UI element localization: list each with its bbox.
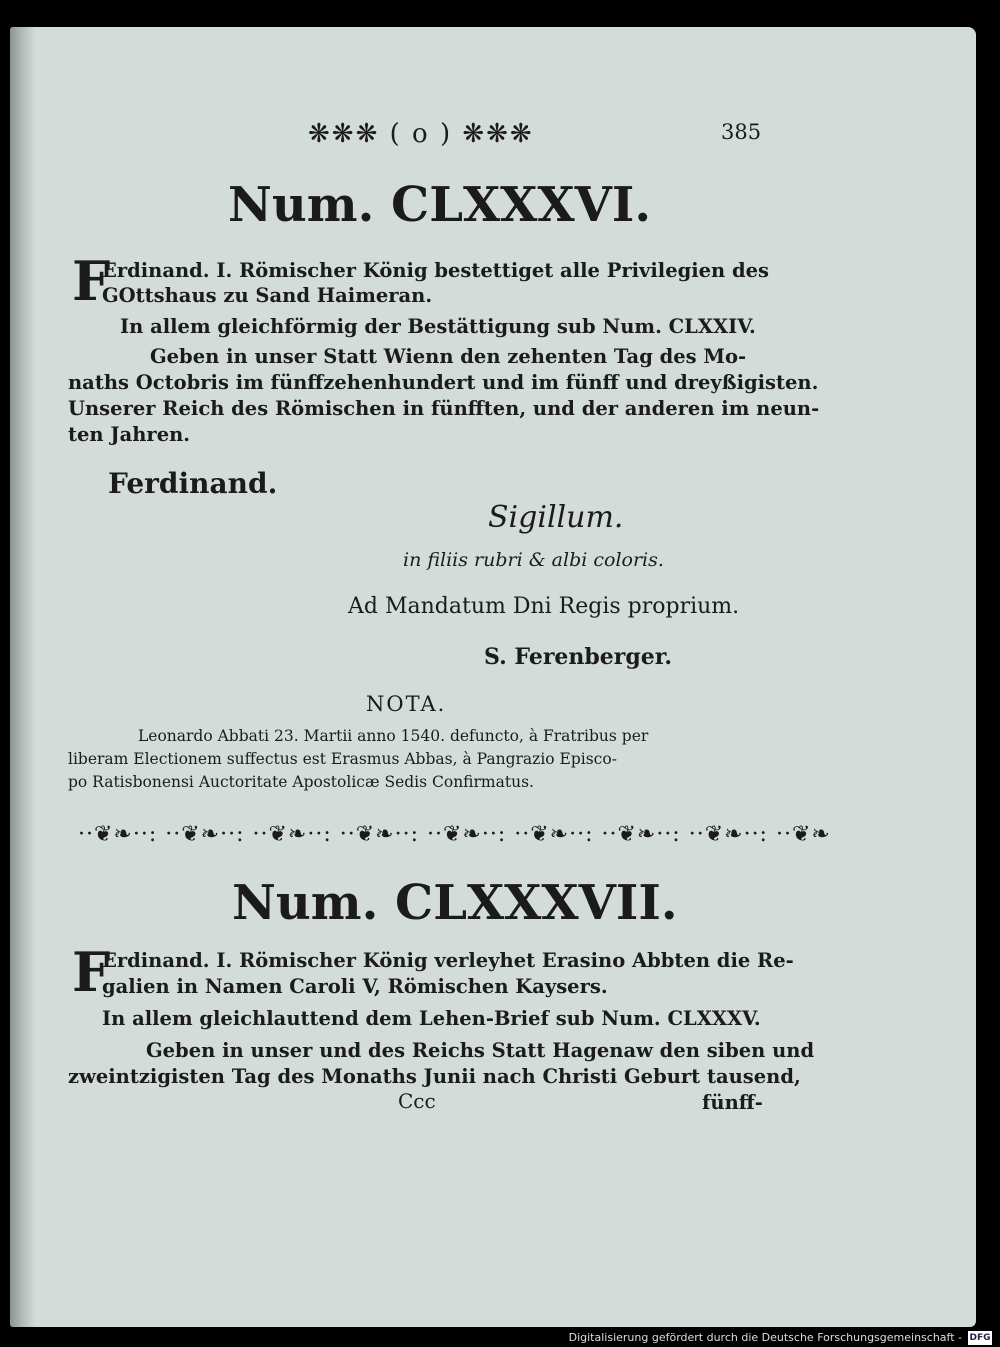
nota-line: liberam Electionem suffectus est Erasmus Abbas, à Pangrazio Episco- — [68, 750, 617, 768]
text-line: zweintzigisten Tag des Monaths Junii nach Christi Geburt tausend, — [68, 1065, 801, 1088]
drop-cap: F — [72, 940, 111, 1004]
text-line: Geben in unser Statt Wienn den zehenten Tag des Mo- — [150, 345, 747, 368]
mandate-line: Ad Mandatum Dni Regis proprium. — [348, 594, 740, 619]
footer-bar — [0, 1327, 1000, 1347]
section-title: Num. CLXXXVII. — [232, 875, 678, 931]
text-line: ten Jahren. — [68, 423, 191, 446]
ornamental-divider: ··❦❧··: ··❦❧··: ··❦❧··: ··❦❧··: ··❦❧··: ··❦❧··: ··❦❧··: ··❦❧··: ··❦❧ — [78, 822, 831, 847]
nota-line: po Ratisbonensi Auctoritate Apostolicæ Sedis Confirmatus. — [68, 773, 534, 791]
signature-ferdinand: Ferdinand. — [108, 467, 278, 500]
text-line: Erdinand. I. Römischer König verleyhet Erasino Abbten die Re- — [102, 949, 794, 972]
book-spine-shadow — [10, 27, 36, 1327]
nota-line: Leonardo Abbati 23. Martii anno 1540. defuncto, à Fratribus per — [138, 727, 649, 745]
text-line: In allem gleichförmig der Bestättigung sub Num. CLXXIV. — [120, 315, 756, 338]
scanned-page — [10, 27, 976, 1327]
section-title: Num. CLXXXVI. — [228, 177, 652, 233]
catchword: fünff- — [702, 1091, 763, 1114]
signer-name: S. Ferenberger. — [484, 644, 672, 670]
text-line: naths Octobris im fünffzehenhundert und im fünff und dreyßigisten. — [68, 371, 819, 394]
text-line: galien in Namen Caroli V, Römischen Kaysers. — [102, 975, 608, 998]
text-line: Geben in unser und des Reichs Statt Hagenaw den siben und — [146, 1039, 815, 1062]
sigillum-note: in filiis rubri & albi coloris. — [403, 549, 664, 571]
text-line: GOttshaus zu Sand Haimeran. — [102, 284, 433, 307]
signature-mark: Ccc — [398, 1089, 436, 1113]
text-line: Unserer Reich des Römischen in fünfften, und der anderen im neun- — [68, 397, 820, 420]
text-line: Erdinand. I. Römischer König bestettiget alle Privilegien des — [102, 259, 770, 282]
header-ornament: ❋❋❋ ( o ) ❋❋❋ — [308, 119, 534, 149]
text-line: In allem gleichlauttend dem Lehen-Brief sub Num. CLXXXV. — [102, 1007, 761, 1030]
drop-cap: F — [72, 249, 111, 313]
footer-credit: Digitalisierung gefördert durch die Deutsche Forschungsgemeinschaft - — [568, 1331, 962, 1344]
page-number: 385 — [721, 120, 762, 144]
dfg-logo-icon: DFG — [969, 1333, 991, 1343]
nota-heading: NOTA. — [366, 692, 447, 716]
sigillum-label: Sigillum. — [488, 500, 624, 535]
